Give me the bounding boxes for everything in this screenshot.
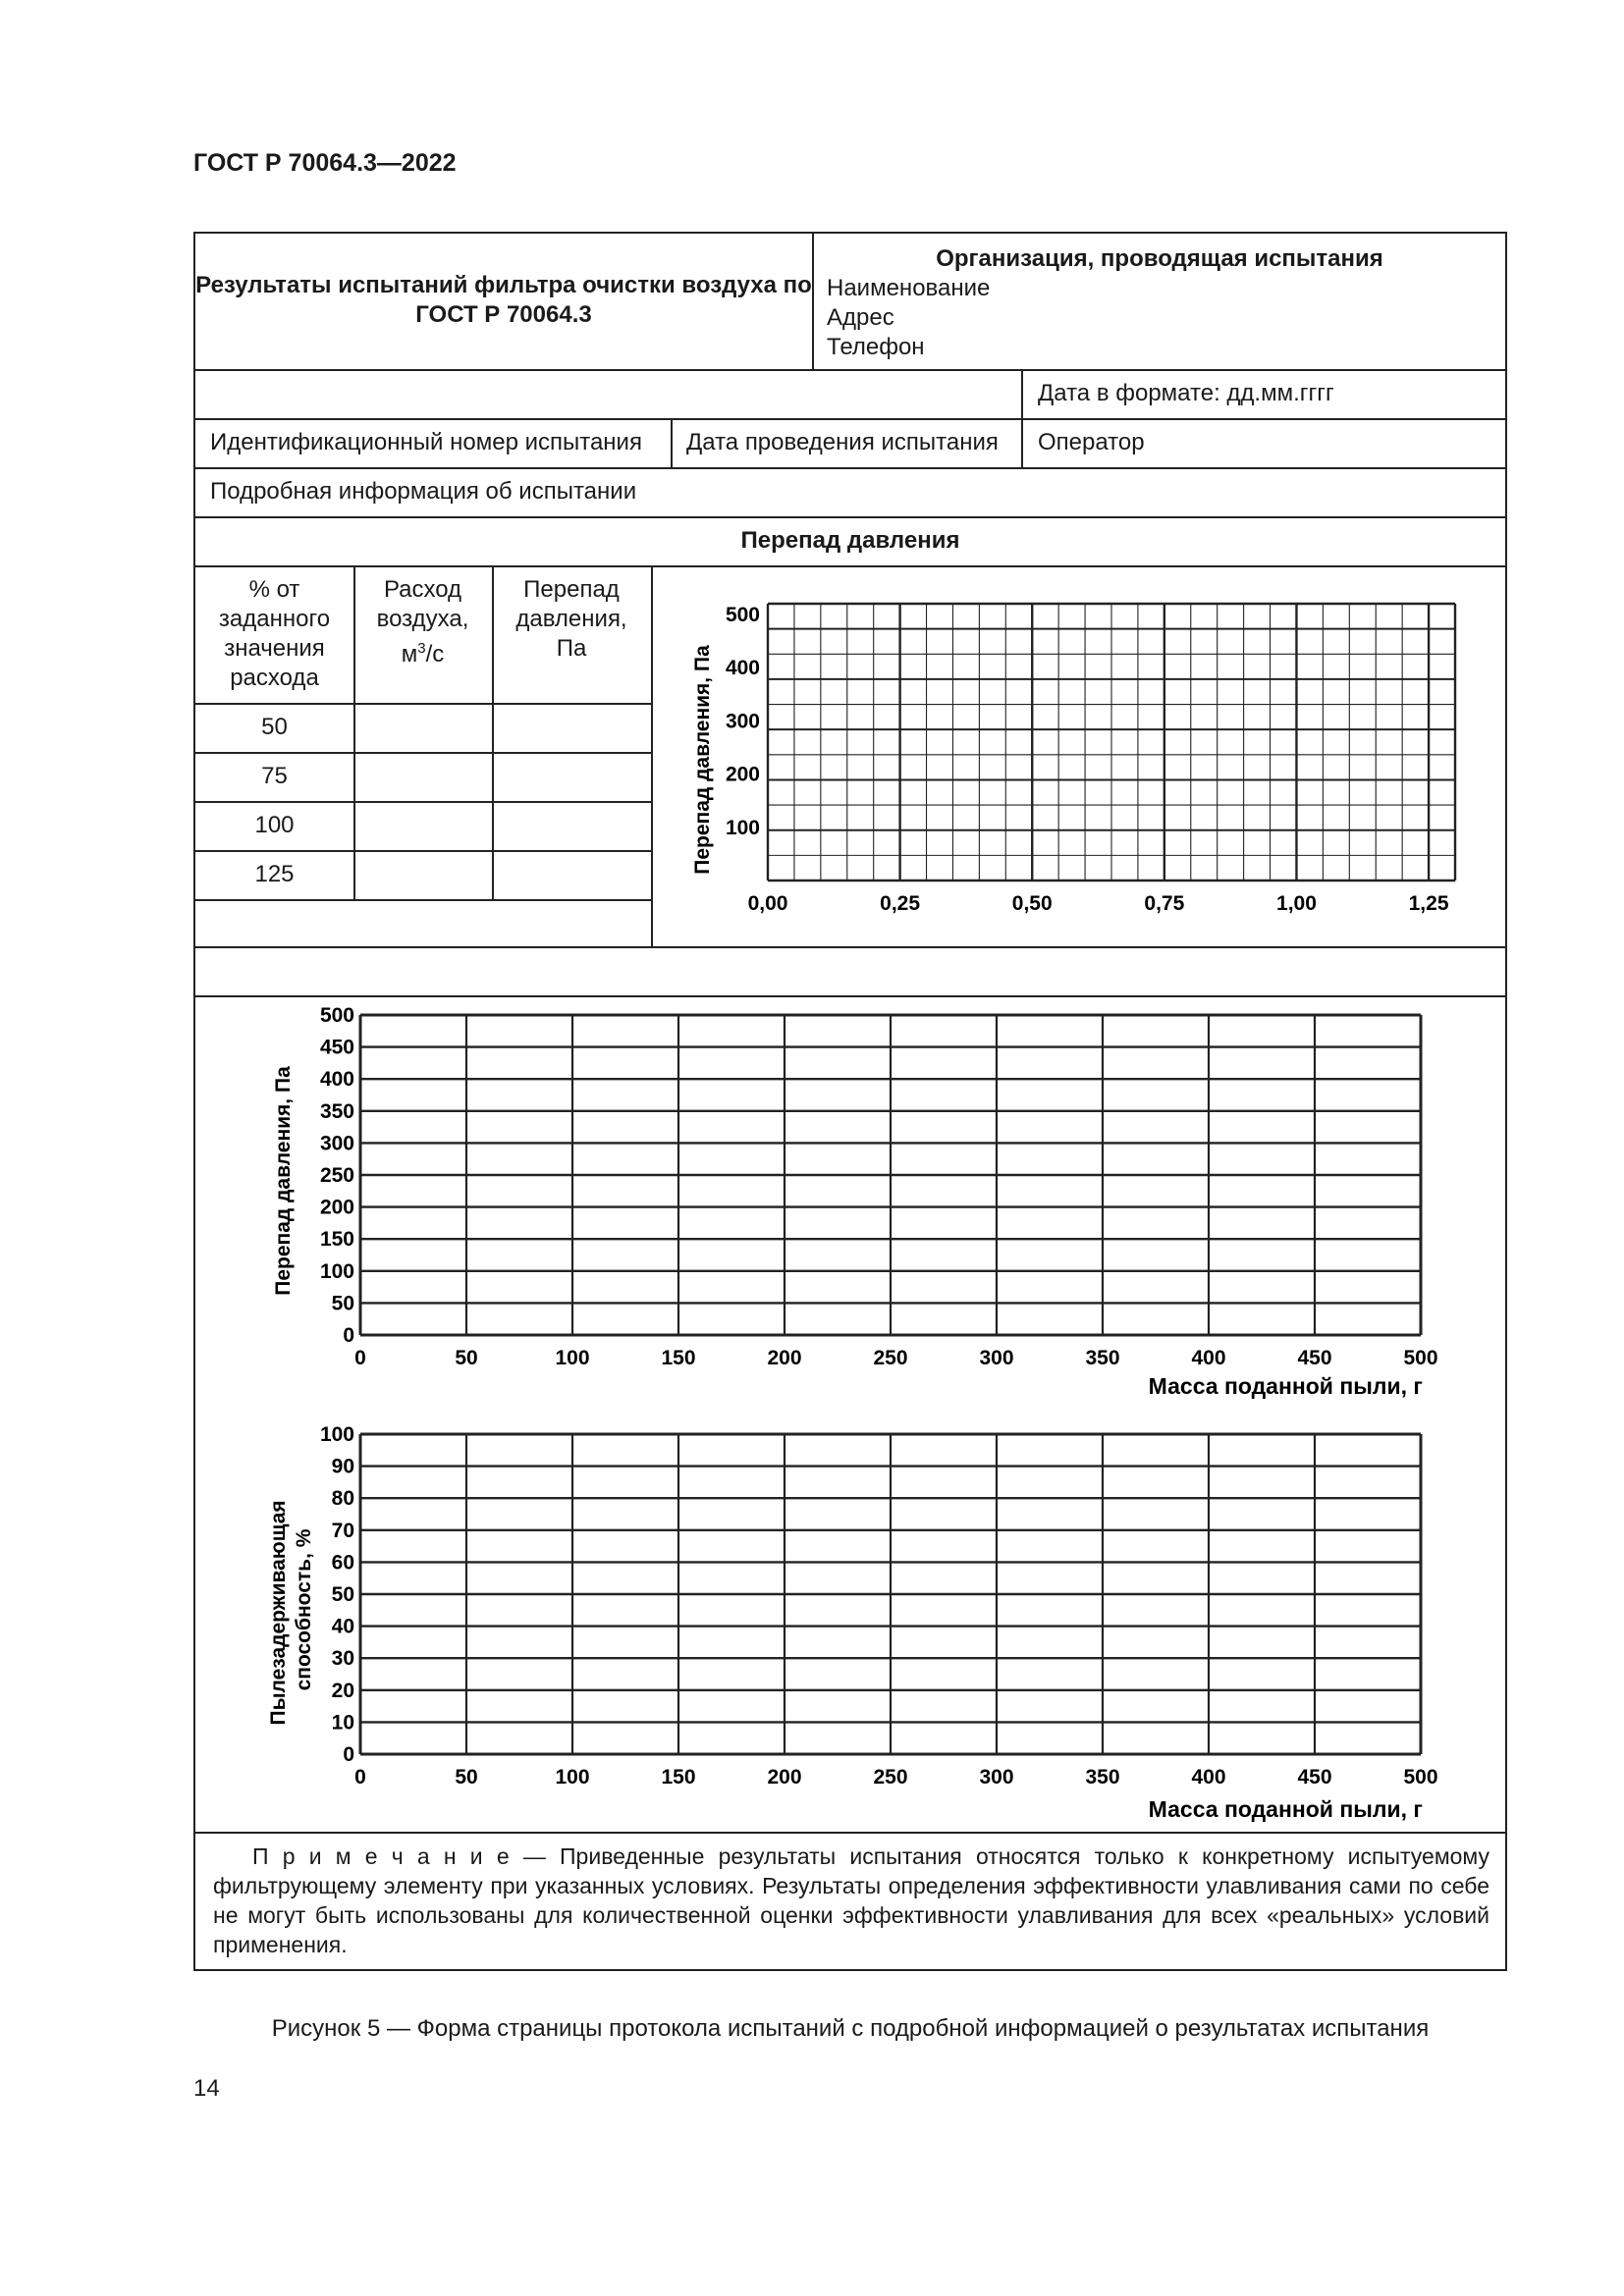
details-label: Подробная информация об испытании bbox=[210, 478, 637, 505]
y-axis-label: Перепад давления, Па bbox=[691, 645, 714, 875]
x-tick-labels bbox=[354, 1766, 1437, 1789]
y-tick-label: 0 bbox=[343, 1324, 354, 1347]
x-tick-label: 0 bbox=[354, 1766, 366, 1789]
row-divider bbox=[195, 995, 1505, 997]
pressure-section-title: Перепад давления bbox=[740, 527, 960, 554]
org-address-label: Адрес bbox=[827, 304, 894, 331]
table-row: 75 bbox=[261, 763, 288, 789]
x-tick-label: 250 bbox=[873, 1766, 908, 1789]
y-tick-label: 90 bbox=[331, 1455, 354, 1478]
x-tick-label: 400 bbox=[1191, 1347, 1226, 1369]
org-name-label: Наименование bbox=[827, 275, 991, 301]
row-divider bbox=[195, 418, 1505, 420]
col-header-airflow: Расход воздуха, $м^3/с$ bbox=[376, 576, 469, 667]
y-tick-labels bbox=[726, 604, 760, 839]
table-row-divider bbox=[195, 801, 651, 803]
col-divider bbox=[1021, 369, 1023, 467]
x-tick-label: 350 bbox=[1085, 1347, 1120, 1369]
table-row: 50 bbox=[261, 714, 288, 740]
x-tick-label: 50 bbox=[455, 1766, 478, 1789]
col-header-percent: % от заданного значения расхода bbox=[218, 576, 331, 691]
row-divider bbox=[195, 467, 1505, 469]
page-number: 14 bbox=[193, 2075, 220, 2102]
x-tick-label: 0,50 bbox=[1011, 892, 1053, 915]
table-row-divider bbox=[195, 850, 651, 852]
x-tick-label: 0 bbox=[354, 1347, 366, 1369]
org-phone-label: Телефон bbox=[827, 334, 925, 360]
y-tick-label: 50 bbox=[331, 1292, 354, 1315]
date-format-label: Дата в формате: дд.мм.гггг bbox=[1038, 380, 1334, 406]
x-tick-label: 1,25 bbox=[1408, 892, 1449, 915]
x-tick-label: 350 bbox=[1085, 1766, 1120, 1789]
x-tick-labels bbox=[748, 892, 1449, 915]
standard-number: ГОСТ Р 70064.3—2022 bbox=[193, 149, 457, 177]
y-tick-label: 500 bbox=[319, 1004, 354, 1027]
x-tick-label: 0,25 bbox=[880, 892, 921, 915]
table-row-divider bbox=[195, 899, 651, 901]
y-tick-label: 20 bbox=[331, 1679, 354, 1702]
y-tick-label: 50 bbox=[331, 1583, 354, 1606]
operator-label: Оператор bbox=[1038, 429, 1145, 455]
y-tick-label: 80 bbox=[331, 1487, 354, 1511]
x-tick-labels bbox=[354, 1347, 1437, 1369]
table-row: 125 bbox=[254, 861, 295, 887]
x-tick-label: 0,75 bbox=[1144, 892, 1185, 915]
y-tick-label: 400 bbox=[725, 657, 760, 680]
row-divider bbox=[195, 369, 1505, 371]
chart-pressure-flow bbox=[670, 585, 1485, 929]
y-tick-label: 10 bbox=[331, 1711, 354, 1735]
y-tick-label: 350 bbox=[319, 1099, 354, 1123]
x-tick-label: 150 bbox=[661, 1766, 696, 1789]
chart-efficiency-dust bbox=[255, 1420, 1453, 1833]
chart-grid bbox=[360, 1434, 1421, 1754]
y-tick-label: 100 bbox=[319, 1423, 354, 1446]
y-axis-label bbox=[267, 1495, 315, 1726]
table-row-divider bbox=[195, 703, 651, 705]
y-tick-label: 400 bbox=[319, 1068, 354, 1092]
note: П р и м е ч а н и е — Приведенные результаты испытания относятся только к конкретному испытуемому фильтрующему элементу при указанных условиях. Результаты определения эффективности улавливания сами по себе не могут быть использованы для количественной оценки эффективности улавливания для всех «реальных» условий применения. bbox=[213, 1843, 1489, 1957]
y-tick-label: 200 bbox=[319, 1196, 354, 1219]
y-tick-labels bbox=[320, 1004, 354, 1347]
y-tick-label: 100 bbox=[319, 1259, 354, 1283]
y-tick-label: 60 bbox=[331, 1551, 354, 1575]
table-row: 100 bbox=[254, 812, 295, 838]
y-tick-label: 500 bbox=[725, 603, 760, 626]
y-tick-label: 70 bbox=[331, 1519, 354, 1542]
y-axis-label: Перепад давления, Па bbox=[272, 1066, 295, 1296]
x-tick-label: 200 bbox=[767, 1347, 802, 1369]
test-date-label: Дата проведения испытания bbox=[686, 429, 999, 455]
x-tick-label: 450 bbox=[1297, 1766, 1332, 1789]
y-tick-label: 450 bbox=[319, 1036, 354, 1059]
row-divider bbox=[195, 516, 1505, 518]
x-tick-label: 250 bbox=[873, 1347, 908, 1369]
row-divider bbox=[195, 565, 1505, 567]
row-divider bbox=[195, 946, 1505, 948]
y-tick-labels bbox=[320, 1423, 354, 1766]
col-divider bbox=[651, 565, 653, 946]
y-tick-label: 0 bbox=[343, 1743, 354, 1766]
x-tick-label: 0,00 bbox=[747, 892, 788, 915]
x-tick-label: 500 bbox=[1403, 1766, 1438, 1789]
x-tick-label: 300 bbox=[979, 1766, 1014, 1789]
col-divider bbox=[671, 418, 673, 467]
x-tick-label: 200 bbox=[767, 1766, 802, 1789]
y-tick-label: 30 bbox=[331, 1647, 354, 1671]
y-tick-label: 150 bbox=[319, 1228, 354, 1252]
y-tick-label: 40 bbox=[331, 1615, 354, 1638]
x-tick-label: 300 bbox=[979, 1347, 1014, 1369]
x-tick-label: 150 bbox=[661, 1347, 696, 1369]
x-tick-label: 50 bbox=[455, 1347, 478, 1369]
chart-grid bbox=[360, 1015, 1421, 1335]
x-axis-label: Масса поданной пыли, г bbox=[1148, 1796, 1423, 1822]
y-axis-label-line2: способность, % bbox=[293, 1528, 315, 1691]
org-heading: Организация, проводящая испытания bbox=[936, 245, 1383, 272]
table-row-divider bbox=[195, 752, 651, 754]
y-tick-label: 300 bbox=[725, 710, 760, 733]
y-tick-label: 250 bbox=[319, 1164, 354, 1187]
x-tick-label: 1,00 bbox=[1276, 892, 1317, 915]
col-header-pressure: Перепад давления, Па bbox=[515, 576, 627, 662]
x-axis-label: Масса поданной пыли, г bbox=[1148, 1373, 1423, 1399]
test-id-label: Идентификационный номер испытания bbox=[210, 429, 642, 455]
y-tick-label: 100 bbox=[725, 816, 760, 839]
x-tick-label: 100 bbox=[555, 1347, 590, 1369]
y-tick-label: 200 bbox=[725, 763, 760, 786]
x-tick-label: 100 bbox=[555, 1766, 590, 1789]
y-axis-label-line1: Пылезадерживающая bbox=[267, 1500, 290, 1726]
y-tick-label: 300 bbox=[319, 1132, 354, 1155]
chart-pressure-dust bbox=[255, 1001, 1453, 1414]
figure-caption: Рисунок 5 — Форма страницы протокола испытаний с подробной информацией о результатах испытания bbox=[271, 2015, 1430, 2042]
report-title: Результаты испытаний фильтра очистки воздуха по ГОСТ Р 70064.3 bbox=[195, 272, 812, 328]
x-tick-label: 400 bbox=[1191, 1766, 1226, 1789]
x-tick-label: 450 bbox=[1297, 1347, 1332, 1369]
chart-grid bbox=[768, 604, 1455, 881]
x-tick-label: 500 bbox=[1403, 1347, 1438, 1369]
